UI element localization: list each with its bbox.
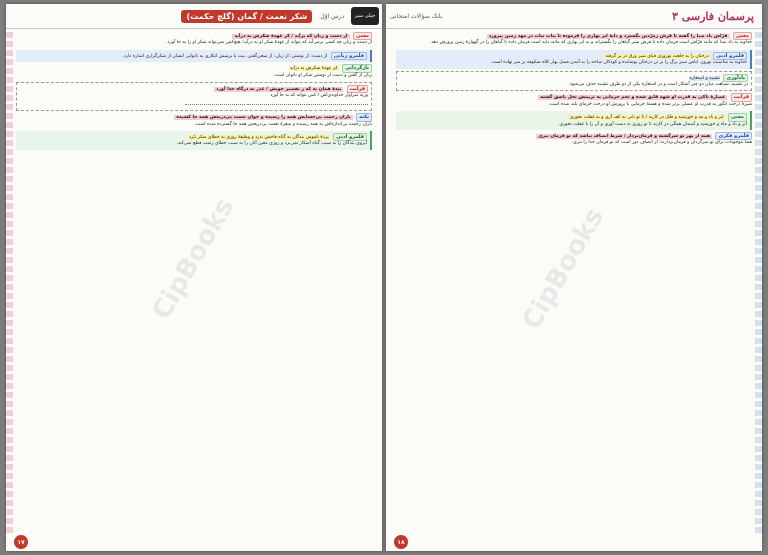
section-body: خداوند به باد صبا که مانند فرّاش است فرمان داده تا فرش سبز گیاهان را بگستراند و به ابر بهاری که مانند دایه است فرمان داده تا گیاهان را در گهوارهٔ زمین پرورش دهد. [429,40,752,46]
section-body: همهٔ موجودات برای تو سرگردان و فرمان‌بردارند؛ از انصاف دور است که تو فرمان خدا را نبری. [571,140,752,146]
verse-heading: ابر و باد و مه و خورشید و فلک در کارند / تا تو نانی به کف آری و به غفلت نخوری [569,115,724,121]
section-tag: یادآوری [723,74,748,82]
verse-heading: فرّاش باد صبا را گفته تا فرش زمرّدین بگسترد و دایهٔ ابر بهاری را فرموده تا بنات نبات در مهد زمین بپرورد [488,34,728,39]
answer-lines [20,100,368,108]
right-page-content [396,32,752,533]
section-body: در تشبیه، شباهت میان دو چیز آشکار است و در استعاره یکی از دو طرف تشبیه حذف می‌شود. [568,82,748,88]
section-tag: قرابت [731,93,752,101]
verse-heading: تشبیه و استعاره [689,75,720,81]
section-tag: معنی [733,32,752,40]
right-page-header [386,4,762,29]
left-page-header [6,4,382,29]
section-tag: قرابت [347,85,368,93]
verse-heading: بندهٔ همان به که ز تقصیر خویش / عذر به درگاه خدا آورد [216,87,342,93]
section-body: آبروی بندگان را به سبب گناه آشکار نمی‌برد و روزی معین آنان را به سبب خطای زشت قطع نمی‌کند. [176,141,367,147]
lesson-title: شکر نعمت / گمان (گلچ حکمت) [181,10,312,23]
verse-heading: از دست و زبان که برآید / کز عهدهٔ شکرش به درآید [234,34,348,39]
section-body: ابر و باد و ماه و خورشید و آسمان همگی در کارند تا تو روزی به دست آوری و آن را با غفلت نخوری. [557,121,747,127]
watermark: CipBooks [516,203,611,335]
section-body: زبان از گفتن و دست از نوشتن شکر او ناتوان است. [273,72,372,78]
section-tag: قلمرو زبانی [331,52,367,60]
section-tag: قلمرو ادبی [713,52,747,60]
verse-heading: همه از بهر تو سرگشته و فرمان‌بردار / شرط انصاف نباشد که تو فرمان نبری [538,134,711,140]
section-tag: نکته [356,113,372,121]
verse-heading: عصارهٔ تاکی به قدرت او شهد فایق شده و تخم خرمایی به تربیتش نخل باسق گشته [540,95,726,101]
section-body: از دست: از نوشتن؛ از زبان: از سخن‌گفتن. بیت با پرسش انکاری به ناتوانی انسان از شکرگزاری اشاره دارد. [122,53,328,59]
right-page-edge [755,32,762,533]
right-page-footer [386,536,762,548]
left-page-edge [6,32,13,533]
verse-heading: کز عهدهٔ شکرش به درآید [289,66,338,72]
section-body: از دست و زبان چه کسی برمی‌آید که بتواند از عهدهٔ شکر او به درآید؛ هیچ‌کس نمی‌تواند شکر او را به جا آورد. [166,40,372,46]
book-spread [6,4,762,551]
publisher-logo: خیلی سبز [351,7,379,25]
section-tag: معنی [353,32,372,40]
verse-heading: درختان را به خلعت نوروزی قبای سبز ورق در بر گرفته [605,53,709,59]
section-tag: قلمرو فکری [715,132,752,140]
section-tag: معنی [728,113,747,121]
section-body: ورنه سزاوار خداوندی‌اش / کس نتواند که به جا آورد [270,93,368,99]
brand-title: پرسمان فارسی ۳ [671,9,754,23]
right-page [386,4,762,551]
left-page-footer [6,536,382,548]
lesson-label: درس اوّل [320,12,344,20]
verse-heading: باران رحمت بی‌حسابش همه را رسیده و خوان نعمت بی‌دریغش همه جا کشیده [176,115,351,121]
section-body: خداوند به مناسبت نوروز، لباس سبز برگ را بر تن درختان پوشانده و کودکان شاخه را به آمدن فصل بهار کلاه شکوفه بر سر نهاده است. [490,60,747,66]
watermark: CipBooks [146,193,241,325]
brand-subtitle: بانک سؤالات امتحانی [390,12,443,20]
section-body: باران رحمت بی‌اندازه‌اش به همه رسیده و سفرهٔ نعمت بی‌دریغش همه جا گسترده شده است. [194,121,372,127]
left-page [6,4,382,551]
page-number: ۱۸ [394,535,408,549]
section-tag: بازگردانی [342,64,372,72]
page-number: ۱۷ [14,535,28,549]
verse-heading: پردهٔ ناموس بندگان به گناه فاحش ندرد و وظیفهٔ روزی به خطای منکر نبُرد [188,135,329,141]
section-body: شیرهٔ درخت انگور به قدرت او عسلی برتر شده و هستهٔ خرمایی با پرورش او درخت خرمای بلند شده است. [548,101,752,107]
left-page-content [16,32,372,533]
section-tag: قلمرو ادبی [333,133,367,141]
